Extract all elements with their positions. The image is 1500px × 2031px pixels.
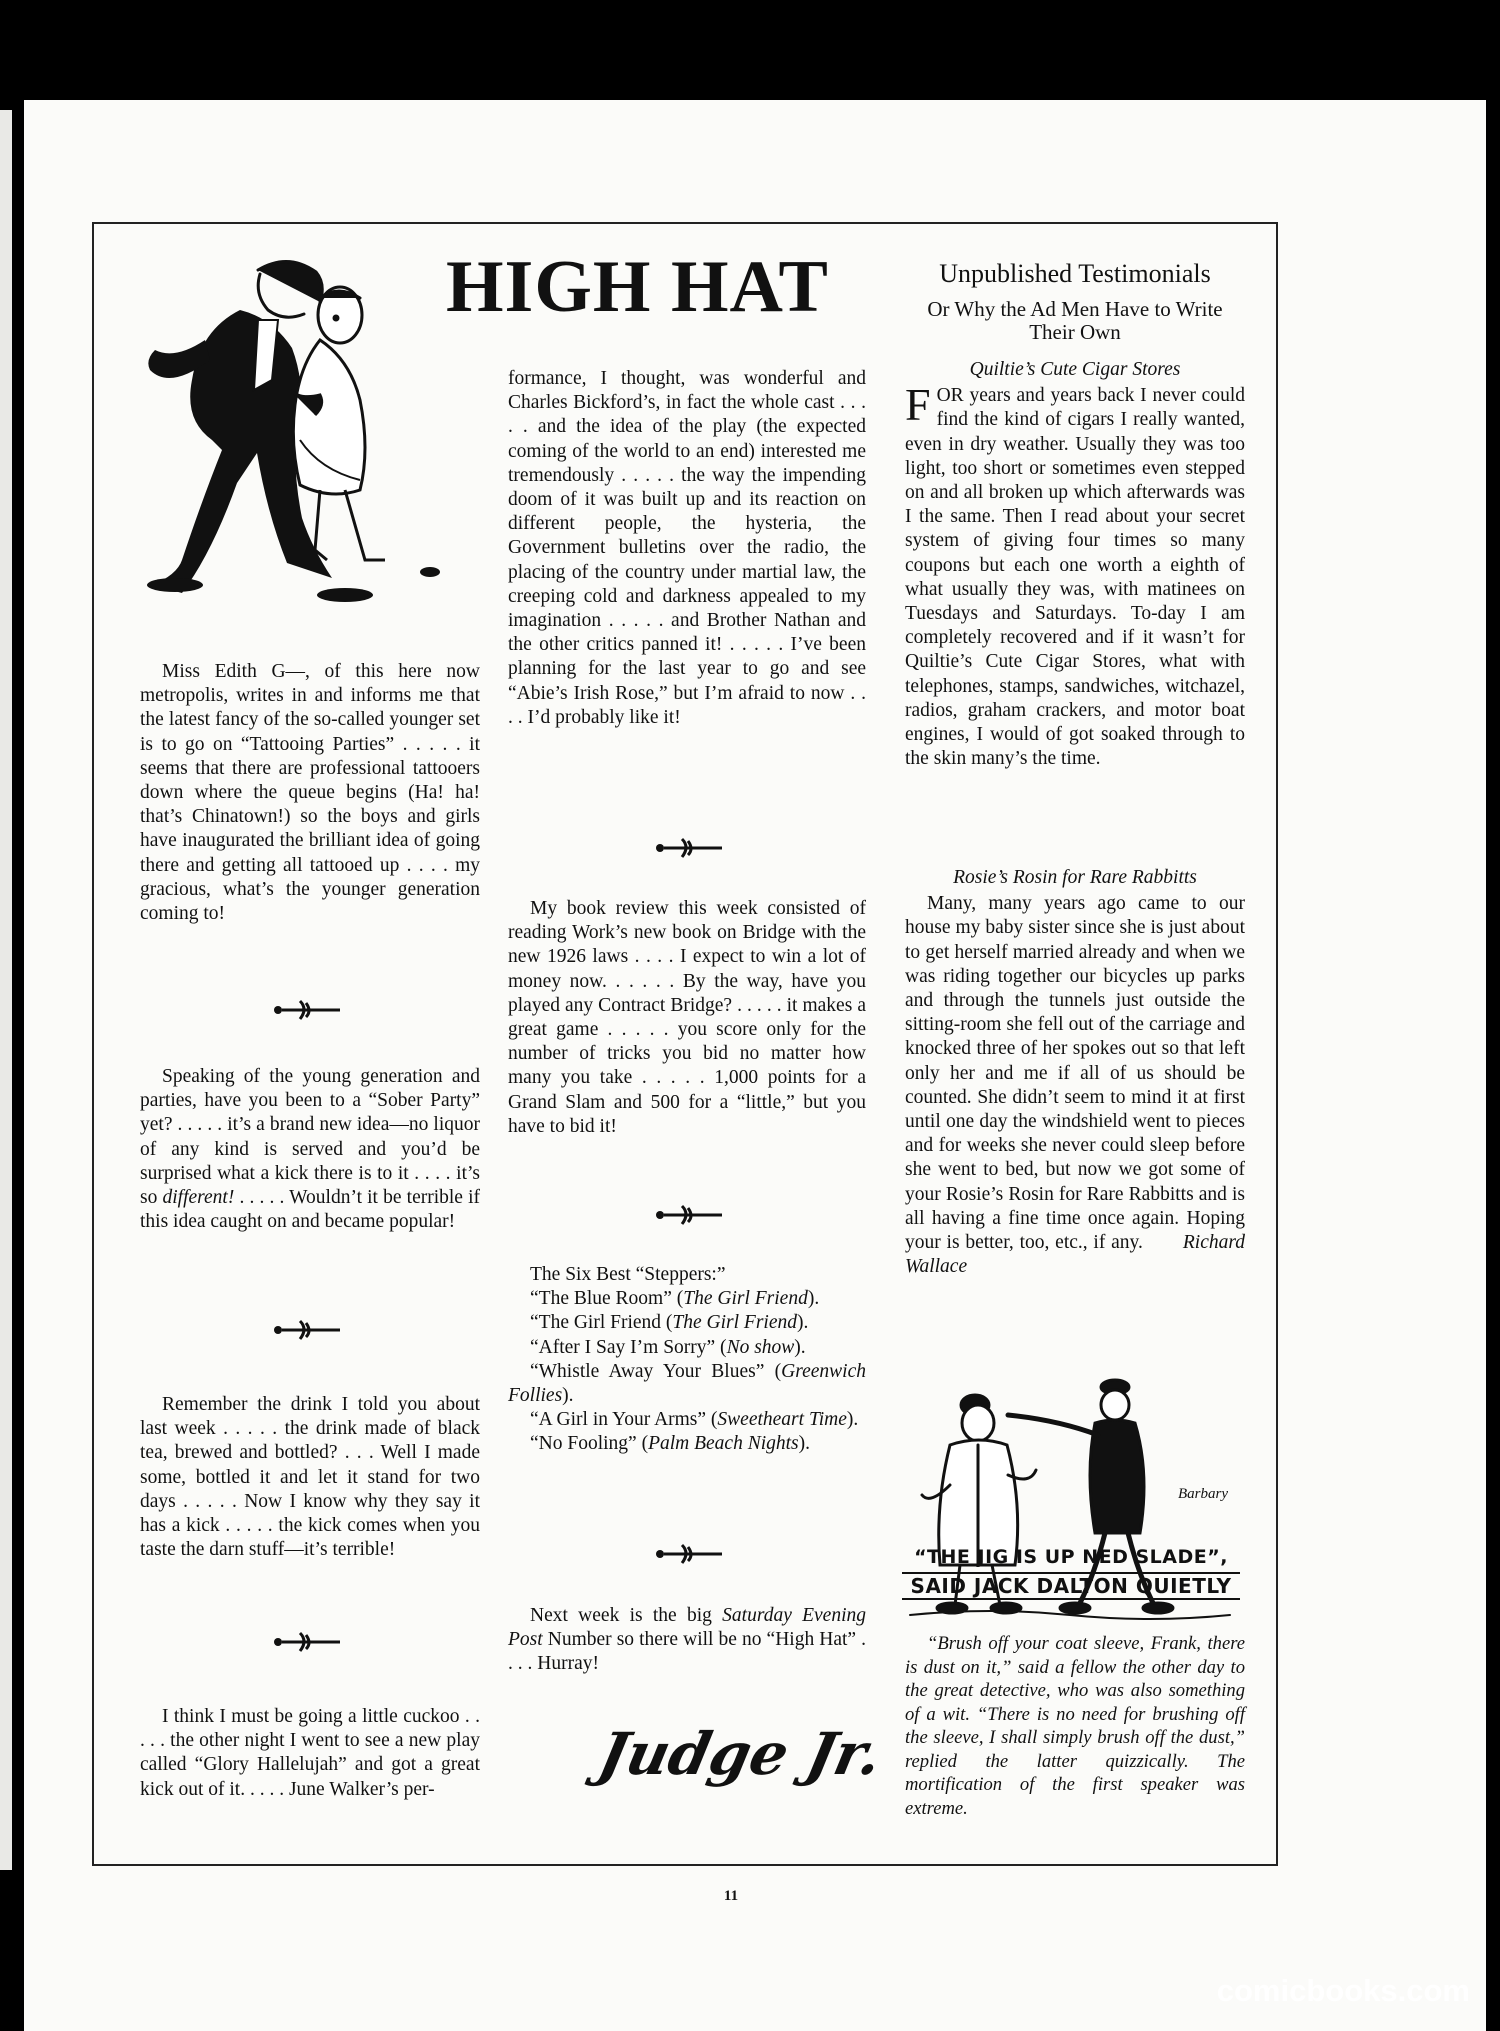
song: “Whistle Away Your Blues” ( bbox=[530, 1360, 782, 1382]
paragraph: Miss Edith G—, of this here now metropolis, writes in and informs me that the latest fancy of the so-called younger set is to go on “Tattooing Parties” . . . . . it seems that there are professional tattooers down where the queue begins (Ha! ha! that’s Chinatown!) so the boys and girls have inaugurated the brilliant idea of going there and getting all tattooed up . . . . my gracious, what’s the younger generation coming to! bbox=[140, 661, 480, 925]
page-number: 11 bbox=[723, 1888, 739, 1904]
punct: ). bbox=[794, 1336, 806, 1358]
separator-ornament bbox=[654, 1542, 724, 1564]
column-title: HIGH HAT bbox=[446, 246, 829, 328]
drop-cap: F bbox=[905, 379, 931, 431]
middle-column-bridge bbox=[508, 897, 866, 1139]
paragraph: Remember the drink I told you about last week . . . . . the drink made of black tea, brewed and bottled? . . . Well I made some, bottled it and let it stand for two days . . . . . Now I know why they say it has a kick . . . . . the kick comes when you taste the darn stuff—it’s terrible! bbox=[140, 1394, 480, 1561]
song: “The Blue Room” ( bbox=[530, 1288, 684, 1310]
show: Sweetheart Time bbox=[717, 1409, 847, 1431]
testimonial-heading: Rosie’s Rosin for Rare Rabbitts bbox=[953, 867, 1197, 888]
left-column-sober-party bbox=[140, 1065, 480, 1234]
testimonials-subtitle: Or Why the Ad Men Have to Write Their Own bbox=[927, 297, 1223, 344]
steppers-list bbox=[508, 1263, 866, 1457]
text-run: . . . . . Wouldn’t it be terrible if this idea caught on and became popular! bbox=[140, 1187, 481, 1233]
paragraph bbox=[508, 1604, 866, 1677]
stepper-item bbox=[508, 1432, 866, 1456]
text-run: Speaking of the young generation and parties, have you been to a “Sober Party” yet? . . . . . it’s a brand new idea—no liquor of any kind is served and you’d be surprised what a kick there is to it . . . . it’s so bbox=[140, 1066, 480, 1209]
facing-page-edge bbox=[0, 110, 12, 1870]
cartoon-caption-line1: “THE JIG IS UP NED SLADE”, bbox=[914, 1546, 1228, 1568]
paragraph: I think I must be going a little cuckoo . . . . . the other night I went to see a new play called “Glory Hallelujah” and got a great kick out of it. . . . . June Walker’s per- bbox=[140, 1706, 480, 1800]
left-column-intro bbox=[140, 660, 480, 926]
song: “The Girl Friend ( bbox=[530, 1312, 673, 1334]
cartoon-caption-line2: SAID JACK DALTON QUIETLY bbox=[902, 1572, 1240, 1600]
testimonial-heading: Quiltie’s Cute Cigar Stores bbox=[969, 359, 1181, 380]
testimonial-author: Richard Wallace bbox=[905, 1232, 1245, 1278]
paragraph: “Brush off your coat sleeve, Frank, there is dust on it,” said a fellow the other day to the great detective, who was also something of a wit. “There is no need for brushing off the sleeve, I shall simply brush off the dust,” replied the latter quizzically. The mortification of the first speaker was extreme. bbox=[905, 1633, 1245, 1819]
stepper-item bbox=[508, 1336, 866, 1360]
separator-ornament bbox=[272, 1318, 342, 1340]
text-run: OR years and years back I never could find the kind of cigars I really wanted, even in dry weather. Usually they was too light, too short or sometimes even stepped on and all broken up which afterwards was I the same. Then I read about your secret system of giving four times so many coupons but each one worth a eighth of what usually they was, with matinees on Tuesdays and Saturdays. To-day I am completely recovered and if it wasn’t for Quiltie’s Cute Cigar Stores, what with telephones, stamps, sandwiches, witchazel, radios, graham crackers, and motor boat engines, I would of got soaked through to the skin many’s the time. bbox=[905, 385, 1245, 770]
left-column-glory bbox=[140, 1705, 480, 1802]
paragraph bbox=[905, 892, 1245, 1279]
punct: ). bbox=[797, 1312, 809, 1334]
testimonial-cigar bbox=[905, 358, 1245, 771]
show: The Girl Friend bbox=[672, 1312, 798, 1334]
separator-ornament bbox=[654, 836, 724, 858]
punct: ). bbox=[846, 1409, 859, 1431]
punct: ). bbox=[798, 1433, 811, 1455]
author-signature: Judge Jr. bbox=[592, 1720, 888, 1788]
stepper-item bbox=[508, 1360, 866, 1408]
text-run: Next week is the big bbox=[530, 1605, 723, 1626]
left-column-drink bbox=[140, 1393, 480, 1562]
song: “After I Say I’m Sorry” ( bbox=[530, 1336, 727, 1358]
show: Greenwich Follies bbox=[508, 1360, 866, 1407]
separator-ornament bbox=[272, 998, 342, 1020]
paragraph bbox=[905, 379, 1245, 771]
emphasis: different! bbox=[162, 1187, 235, 1209]
steppers-heading: The Six Best “Steppers:” bbox=[530, 1264, 726, 1285]
text-run: Number so there will be no “High Hat” . . . . Hurray! bbox=[508, 1629, 866, 1675]
stepper-item bbox=[508, 1287, 866, 1311]
testimonial-rosin bbox=[905, 866, 1245, 1279]
punct: ). bbox=[562, 1385, 574, 1407]
dancing-couple-illustration bbox=[140, 240, 440, 610]
site-watermark: comicbooks.com bbox=[1216, 1973, 1470, 2008]
cartoon-artist-signature: Barbary bbox=[1178, 1486, 1228, 1502]
paragraph: formance, I thought, was wonderful and Charles Bickford’s, in fact the whole cast . . . . . and the idea of the play (the expected coming of the world to an end) interested me tremendously . . . . . the way the impending doom of it was built up and its reaction on different people, the hysteria, the Government bulletins over the radio, the placing of the country under martial law, the creeping cold and darkness appealed to my imagination . . . . . and Brother Nathan and the other critics panned it! . . . . . I’ve been planning for the last year to go and see “Abie’s Irish Rose,” but I’m afraid to now . . . . I’d probably like it! bbox=[508, 368, 866, 728]
stepper-item bbox=[508, 1408, 866, 1432]
song: “A Girl in Your Arms” ( bbox=[530, 1409, 718, 1431]
show: No show bbox=[726, 1336, 795, 1358]
show: The Girl Friend bbox=[683, 1288, 808, 1310]
middle-column-next-week bbox=[508, 1604, 866, 1677]
emphasis: Saturday Evening Post bbox=[508, 1605, 867, 1651]
cartoon-joke bbox=[905, 1632, 1245, 1820]
testimonials-title: Unpublished Testimonials bbox=[939, 259, 1211, 288]
separator-ornament bbox=[272, 1630, 342, 1652]
punct: ). bbox=[807, 1288, 820, 1310]
show: Palm Beach Nights bbox=[648, 1433, 799, 1455]
paragraph bbox=[140, 1065, 480, 1234]
song: “No Fooling” ( bbox=[530, 1433, 649, 1455]
text-run: Many, many years ago came to our house my baby sister since she is just about to get herself married already and when we was riding together our bicycles up parks and through the tunnels just outside the sitting-room she fell out of the carriage and knocked three of her spokes out so that left only her and me if all of us should be counted. She didn’t seem to mind it at first until one day the windshield went to pieces and for weeks she never could sleep before she went to bed, but now we got some of your Rosie’s Rosin for Rare Rabbitts and is all having a fine time once again. Hoping your is better, too, etc., if any. bbox=[905, 893, 1245, 1254]
separator-ornament bbox=[654, 1203, 724, 1225]
stepper-item bbox=[508, 1311, 866, 1335]
paragraph: My book review this week consisted of reading Work’s new book on Bridge with the new 1926 laws . . . . I expect to win a lot of money now. . . . . . By the way, have you played any Contract Bridge? . . . . . it makes a great game . . . . . you score only for the number of tricks you bid no matter how many you take . . . . . 1,000 points for a Grand Slam and 500 for a “little,” but you have to bid it! bbox=[508, 898, 866, 1137]
middle-column-continuation bbox=[508, 367, 866, 730]
